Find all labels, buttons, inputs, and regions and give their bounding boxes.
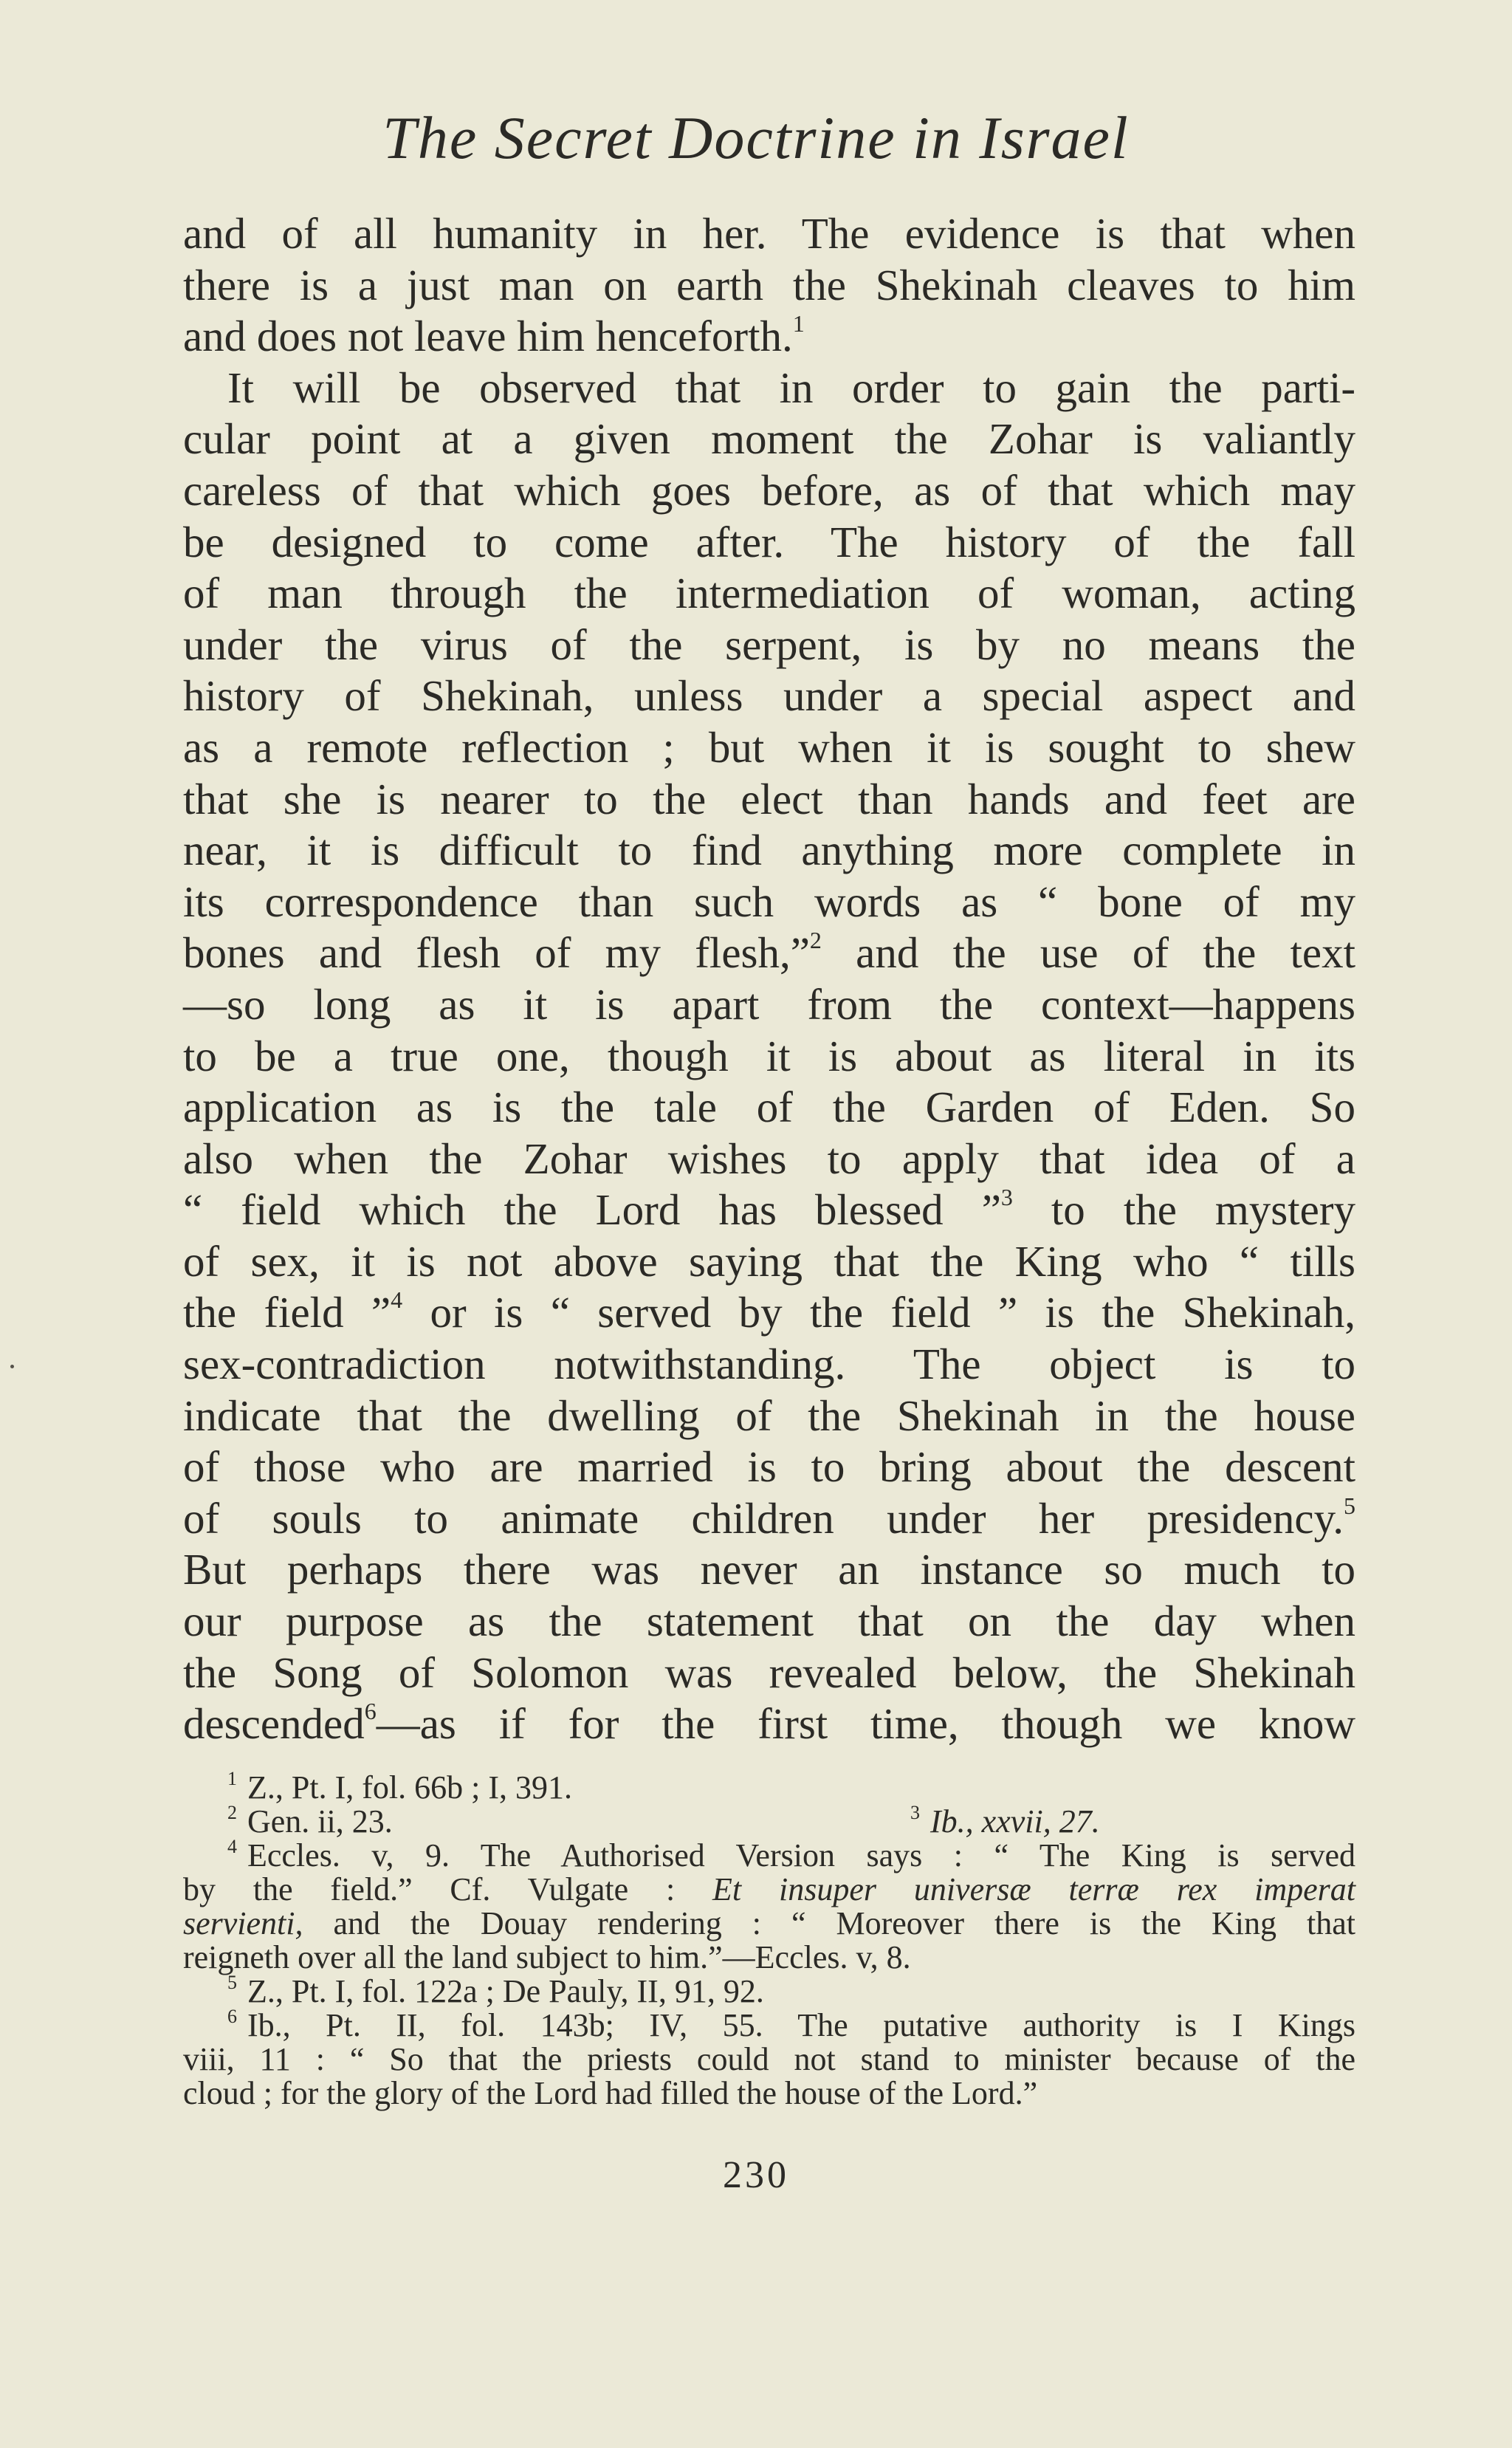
- text-line: also when the Zohar wishes to apply that idea of a: [183, 1134, 1355, 1183]
- text-line: and of all humanity in her. The evidence is that when: [183, 209, 1355, 258]
- text-line: It will be observed that in order to gain the parti-: [227, 363, 1355, 412]
- footnote-continuation: cloud ; for the glory of the Lord had filled the house of the Lord.”: [183, 2075, 1038, 2111]
- text-line: to be a true one, though it is about as literal in its: [183, 1031, 1355, 1080]
- footnote-continuation: servienti, and the Douay rendering : “ Moreover there is the King that: [183, 1905, 1356, 1941]
- text-line: of souls to animate children under her presidency.$^5$: [183, 1492, 1355, 1543]
- page-number: 230: [723, 2154, 789, 2196]
- footnote-ref[interactable]: 2: [809, 927, 822, 954]
- footnote: $^4$ Eccles. v, 9. The Authorised Version says : “ The King is served: [227, 1836, 1355, 1873]
- text-line: the field ”$^4$ or is “ served by the field ” is the Shekinah,: [183, 1286, 1355, 1337]
- footnote: $^2$ Gen. ii, 23. $^3$ Ib., xxvii, 27.: [227, 1802, 1100, 1840]
- text-line: But perhaps there was never an instance so much to: [183, 1545, 1355, 1594]
- text-line: —so long as it is apart from the context—happens: [183, 979, 1355, 1029]
- scan-speck: [10, 1365, 14, 1368]
- footnotes: [183, 1768, 1356, 2111]
- footnote-number: 4: [227, 1836, 237, 1857]
- footnote-ref[interactable]: 6: [364, 1698, 377, 1725]
- text-line: of sex, it is not above saying that the King who “ tills: [183, 1236, 1355, 1286]
- footnote-ref[interactable]: 5: [1344, 1492, 1355, 1519]
- footnote-number: 6: [227, 2006, 237, 2027]
- body-text: [183, 208, 1355, 1750]
- footnote: $^5$ Z., Pt. I, fol. 122a ; De Pauly, II, 91, 92.: [227, 1972, 764, 2009]
- footnote-ref[interactable]: 3: [1000, 1184, 1013, 1211]
- footnote-number: 2: [227, 1802, 237, 1823]
- text-line: “ field which the Lord has blessed ”$^3$ to the mystery: [183, 1184, 1355, 1235]
- text-line: its correspondence than such words as “ bone of my: [183, 877, 1355, 926]
- footnote-number: 1: [227, 1768, 237, 1789]
- text-line: careless of that which goes before, as of that which may: [183, 465, 1355, 515]
- footnote-ref[interactable]: 1: [792, 310, 805, 337]
- footnote-continuation: by the field.” Cf. Vulgate : Et insuper universæ terræ rex imperat: [183, 1871, 1356, 1907]
- text-line: as a remote reflection ; but when it is sought to shew: [183, 722, 1355, 772]
- text-line: cular point at a given moment the Zohar is valiantly: [183, 414, 1355, 464]
- footnote-number: 3: [910, 1802, 920, 1823]
- text-line: under the virus of the serpent, is by no means the: [183, 620, 1355, 669]
- footnote-ref[interactable]: 4: [391, 1286, 403, 1314]
- footnote: $^1$ Z., Pt. I, fol. 66b ; I, 391.: [227, 1768, 572, 1806]
- footnote: $^6$ Ib., Pt. II, fol. 143b; IV, 55. The putative authority is I Kings: [227, 2006, 1355, 2043]
- text-line: of those who are married is to bring about the descent: [183, 1442, 1355, 1492]
- text-line: and does not leave him henceforth.$^1$: [183, 310, 805, 361]
- text-line: there is a just man on earth the Shekinah cleaves to him: [183, 260, 1355, 309]
- footnote-continuation: viii, 11 : “ So that the priests could not stand to minister because of the: [183, 2041, 1355, 2077]
- text-line: the Song of Solomon was revealed below, the Shekinah: [183, 1648, 1355, 1697]
- text-line: descended$^6$—as if for the first time, though we know: [183, 1698, 1355, 1749]
- footnote-continuation: reigneth over all the land subject to him.”—Eccles. v, 8.: [183, 1939, 911, 1975]
- text-line: near, it is difficult to find anything more complete in: [183, 826, 1355, 875]
- running-head: The Secret Doctrine in Israel: [382, 104, 1130, 171]
- text-line: application as is the tale of the Garden of Eden. So: [183, 1083, 1355, 1132]
- text-line: indicate that the dwelling of the Shekinah in the house: [183, 1391, 1355, 1440]
- text-line: bones and flesh of my flesh,”$^2$ and the use of the text: [183, 927, 1356, 978]
- text-line: be designed to come after. The history of the fall: [183, 517, 1355, 566]
- text-line: our purpose as the statement that on the day when: [183, 1597, 1355, 1646]
- text-line: history of Shekinah, unless under a special aspect and: [183, 671, 1355, 721]
- text-line: that she is nearer to the elect than hands and feet are: [183, 774, 1355, 823]
- footnote-number: 5: [227, 1972, 237, 1993]
- text-line: sex-contradiction notwithstanding. The object is to: [183, 1340, 1355, 1389]
- text-line: of man through the intermediation of woman, acting: [183, 569, 1355, 618]
